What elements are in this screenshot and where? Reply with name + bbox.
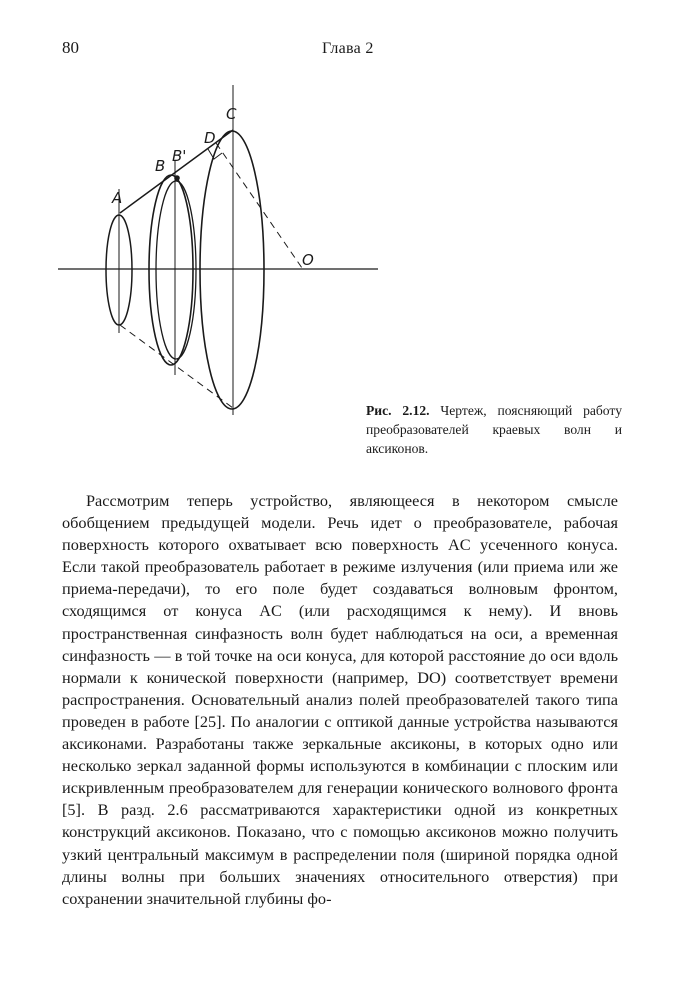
running-head: Глава 2 bbox=[322, 40, 374, 57]
label-c: C bbox=[226, 105, 237, 123]
cone-generatrix-lower bbox=[120, 325, 233, 408]
caption-number: Рис. 2.12. bbox=[366, 403, 430, 418]
label-b-prime: B' bbox=[172, 147, 187, 165]
axicon-diagram bbox=[40, 85, 380, 415]
page-number: 80 bbox=[62, 38, 79, 57]
ellipse-b-inner bbox=[156, 181, 196, 359]
figure-axicon-drawing bbox=[40, 85, 380, 415]
normal-line-do bbox=[216, 143, 302, 268]
body-paragraph: Рассмотрим теперь устройство, являющееся в некотором смысле обобщением предыдущей модели. Речь идет о преобразователе, рабочая поверхность которого охватывает всю поверхность AC усеченного конуса. Если такой преобразователь работает в режиме излучения (или приема или же приема-передачи), то его поле будет создаваться волновым фронтом, сходящимся от конуса AC (или расходящимся к нему). И вновь пространственная синфазность волн будет наблюдаться на оси, а временная синфазность — в той точке на оси конуса, для которой расстояние до оси вдоль нормали к конической поверхности (например, DO) соответствует времени распространения. Основательный анализ полей преобразователей такого типа проведен в работе [25]. По аналогии с оптикой данные устройства называются аксиконами. Разработаны также зеркальные аксиконы, в которых одно или несколько зеркал заданной формы используются в комбинации с плоским или искривленным преобразователем для генерации конического волнового фронта [5]. В разд. 2.6 рассматриваются характеристики одной из конкретных конструкций аксиконов. Показано, что с помощью аксиконов можно получить узкий центральный максимум в распределении поля (шириной порядка одной длины волны при больших значениях относительного отверстия) при сохранении значительной глубины фо- bbox=[62, 491, 618, 908]
point-b-prime bbox=[174, 175, 180, 181]
label-b: B bbox=[155, 157, 166, 175]
cone-generatrix-upper bbox=[120, 130, 233, 213]
label-a: A bbox=[112, 189, 123, 207]
label-o: O bbox=[302, 251, 314, 269]
figure-caption bbox=[366, 401, 622, 458]
ellipse-c bbox=[200, 131, 264, 409]
caption-text: Чертеж, поясняющий работу преобразователей краевых волн и аксиконов. bbox=[366, 403, 622, 456]
body-text bbox=[62, 490, 618, 910]
label-d: D bbox=[204, 129, 216, 147]
